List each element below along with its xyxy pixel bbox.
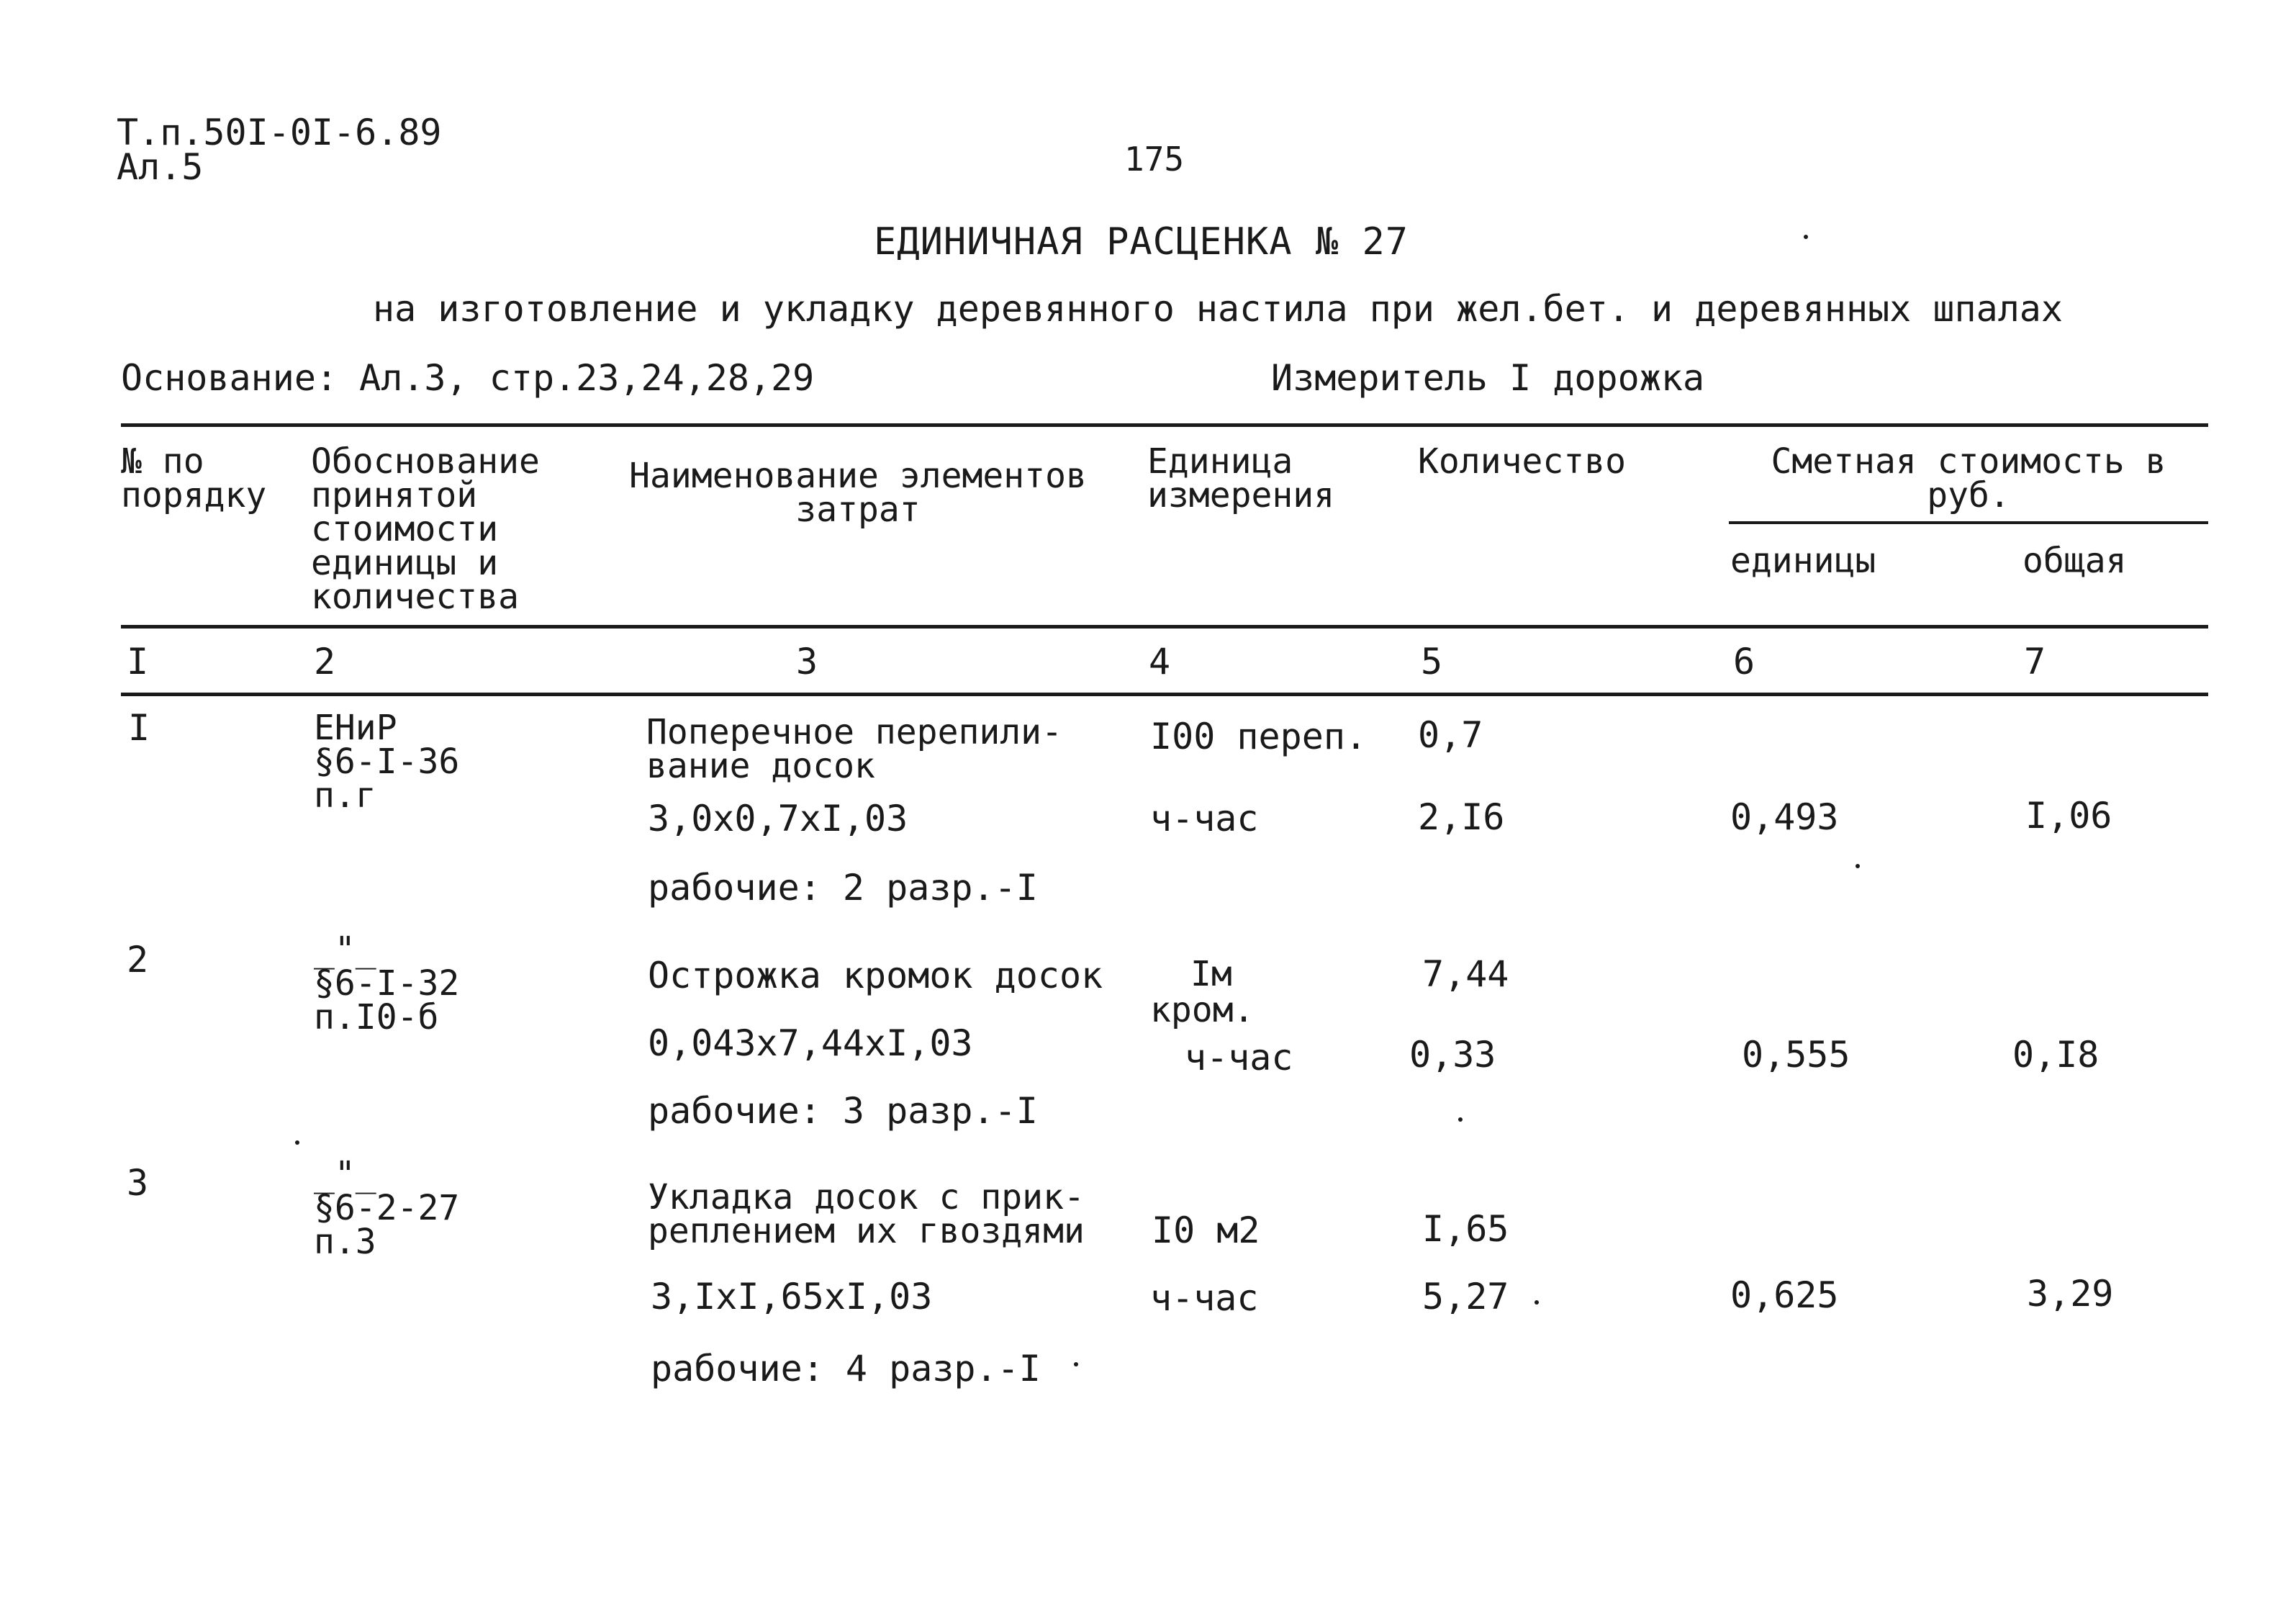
row-unit-main: I0 м2 [1152, 1210, 1260, 1251]
row-qty-hours: 2,I6 [1418, 796, 1505, 838]
row-unit-hours: ч-час [1150, 1277, 1259, 1319]
column-number: 5 [1421, 641, 1443, 683]
basis-line: Основание: Ал.3, стр.23,24,28,29 [121, 357, 815, 399]
row-cost-unit: 0,555 [1742, 1034, 1850, 1076]
column-number: I [127, 641, 149, 683]
row-qty-hours: 5,27 [1422, 1276, 1509, 1318]
column-numbers-rule [121, 693, 2208, 696]
col-header-cost-group: Сметная стоимость в руб. [1771, 441, 2166, 516]
column-number: 7 [2024, 641, 2046, 683]
row-name: Острожка кромок досок [648, 955, 1103, 996]
col-header-justification: Обоснование принятой стоимости единицы и количества [311, 441, 540, 618]
scan-speck [1535, 1300, 1539, 1305]
row-unit-main: I00 переп. [1150, 716, 1368, 757]
row-unit-hours: ч-час [1150, 798, 1259, 839]
row-justification: _"_ §6-I-32 п.I0-б [314, 929, 460, 1038]
row-formula: 3,IхI,65хI,03 [651, 1276, 933, 1318]
col-header-name: Наименование элементов затрат [629, 456, 1087, 531]
row-workers: рабочие: 3 разр.-I [648, 1090, 1038, 1132]
row-workers: рабочие: 4 разр.-I [651, 1348, 1041, 1389]
column-number: 6 [1733, 641, 1755, 683]
row-number: 2 [127, 939, 149, 981]
column-number: 4 [1149, 641, 1171, 683]
row-name: Поперечное перепили- вание досок [646, 712, 1062, 787]
row-number: I [128, 707, 150, 749]
scan-speck [1804, 235, 1808, 239]
row-formula: 3,0х0,7хI,03 [648, 798, 908, 839]
row-cost-total: 0,I8 [2012, 1034, 2100, 1076]
column-number: 3 [796, 641, 818, 683]
scan-speck [1856, 864, 1860, 868]
row-cost-unit: 0,625 [1730, 1274, 1839, 1316]
row-justification: _"_ §6-2-27 п.3 [314, 1154, 460, 1263]
measure-line: Измеритель I дорожка [1271, 357, 1705, 399]
row-justification: ЕНиР §6-I-36 п.г [314, 708, 460, 816]
row-qty-main: 7,44 [1422, 953, 1509, 995]
row-unit-main: Iм [1190, 954, 1232, 994]
scan-speck [1074, 1362, 1078, 1366]
col-header-unit: Единица измерения [1147, 441, 1335, 516]
page-subtitle: на изготовление и укладку деревянного настила при жел.бет. и деревянных шпалах [373, 288, 2063, 330]
col-header-quantity: Количество [1418, 441, 1626, 482]
row-qty-main: I,65 [1422, 1208, 1509, 1250]
col-header-num: № по порядку [121, 441, 267, 516]
cost-group-rule [1729, 521, 2208, 524]
row-formula: 0,043х7,44хI,03 [648, 1022, 973, 1064]
row-cost-unit: 0,493 [1730, 796, 1839, 838]
scan-speck [295, 1140, 299, 1145]
header-bottom-rule [121, 625, 2208, 629]
col-header-cost-unit: единицы [1730, 541, 1876, 581]
col-header-cost-total: общая [2022, 541, 2127, 581]
row-qty-hours: 0,33 [1409, 1034, 1496, 1076]
row-workers: рабочие: 2 разр.-I [648, 867, 1038, 909]
document-code: Т.п.50I-0I-6.89 Ал.5 [117, 112, 442, 188]
row-unit-main: кром. [1150, 990, 1255, 1030]
row-name: Укладка досок с прик- реплением их гвоздями [648, 1177, 1085, 1252]
scan-speck [1458, 1117, 1463, 1122]
page-number: 175 [1124, 140, 1185, 179]
row-number: 3 [127, 1162, 149, 1204]
row-unit-hours: ч-час [1185, 1037, 1293, 1078]
column-number: 2 [314, 641, 336, 683]
page-title: ЕДИНИЧНАЯ РАСЦЕНКА № 27 [874, 220, 1409, 264]
row-cost-total: 3,29 [2027, 1273, 2114, 1315]
row-qty-main: 0,7 [1418, 714, 1483, 756]
table-top-rule [121, 423, 2208, 427]
row-cost-total: I,06 [2025, 795, 2112, 837]
